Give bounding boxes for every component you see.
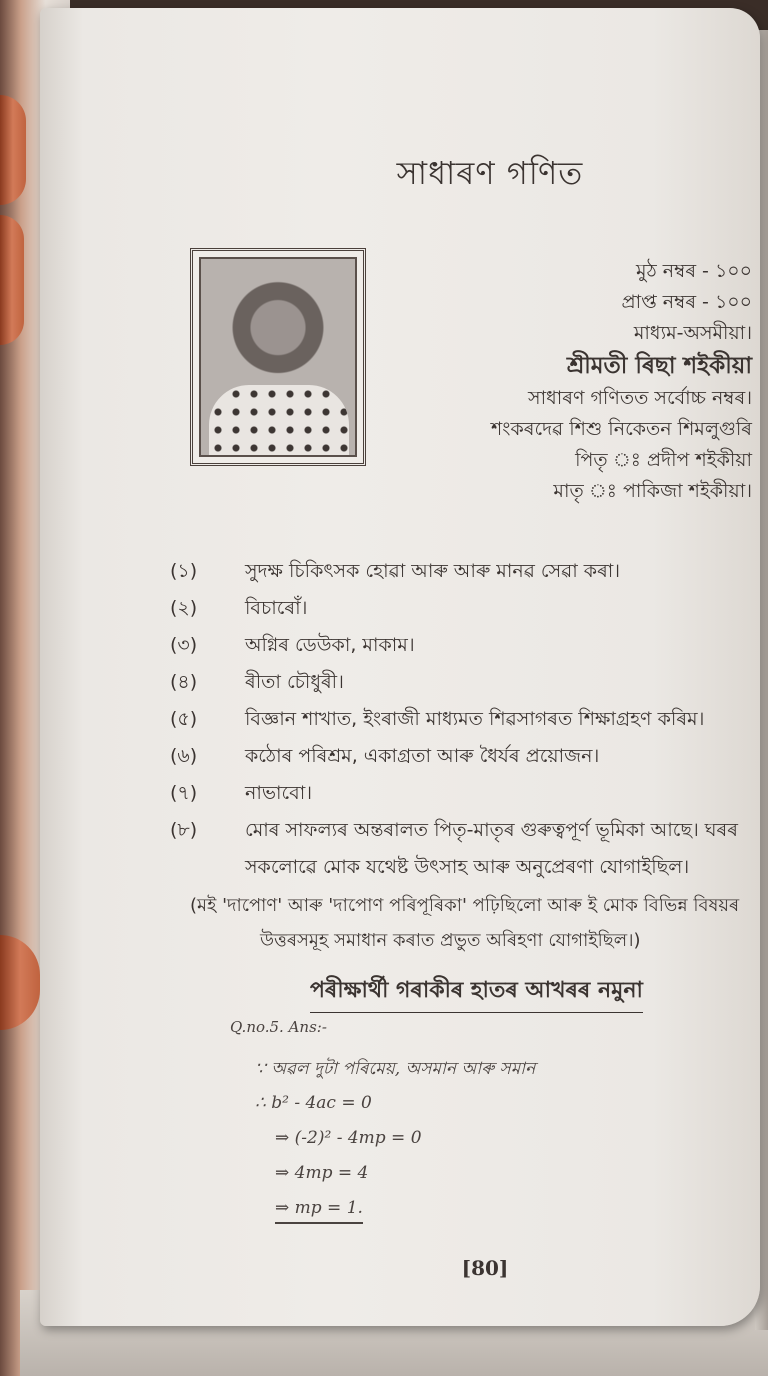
student-photo (190, 248, 366, 466)
list-item (170, 775, 768, 812)
handwriting-line: ⇒ 4mp = 4 (275, 1163, 369, 1183)
student-name: শ্ৰীমতী ৰিছা শইকীয়া (566, 353, 752, 379)
father-name: পিতৃ ঃ প্ৰদীপ শইকীয়া (575, 449, 752, 471)
item-text: ৰীতা চৌধুৰী। (245, 671, 344, 693)
handwriting-line: ∴ b² - 4ac = 0 (255, 1093, 372, 1113)
achievement: সাধাৰণ গণিতত সৰ্বোচ্চ নম্বৰ। (528, 387, 752, 409)
student-photo-image (199, 257, 357, 457)
student-photo-dress (209, 385, 349, 455)
page-number: [80] (461, 1256, 509, 1280)
obtained-marks: প্ৰাপ্ত নম্বৰ - ১০০ (621, 291, 752, 313)
total-marks: মুঠ নম্বৰ - ১০০ (636, 260, 752, 282)
note-line-1: (মই 'দাপোণ' আৰু 'দাপোণ পৰিপূৰিকা' পঢ়িছিলো আৰু ই মোক বিভিন্ন বিষয়ৰ (190, 895, 740, 916)
item-number: (৮) (170, 819, 198, 841)
medium: মাধ্যম-অসমীয়া। (633, 322, 752, 344)
list-item (170, 590, 768, 627)
item-text: মোৰ সাফল্যৰ অন্তৰালত পিতৃ-মাতৃৰ গুৰুত্বপূৰ্ণ ভূমিকা আছে। ঘৰৰ সকলোৱে মোক যথেষ্ট উৎসাহ আৰু অনুপ্ৰেৰণা যোগাইছিল। (245, 819, 738, 878)
list-item (170, 738, 768, 775)
item-text: নাভাবো। (245, 782, 313, 804)
answer-list (170, 553, 768, 886)
item-text: বিচাৰোঁ। (245, 597, 308, 619)
page-title: সাধাৰণ গণিত (396, 154, 584, 192)
item-number: (৫) (170, 708, 198, 730)
student-info (491, 256, 752, 507)
handwriting-line: ∵ অৱল দুটা পৰিমেয়, অসমান আৰু সমান (255, 1059, 536, 1079)
list-item (170, 812, 768, 886)
finger (0, 215, 24, 345)
handwriting-line: ⇒ (-2)² - 4mp = 0 (275, 1128, 422, 1148)
list-item (170, 664, 768, 701)
item-number: (৩) (170, 634, 198, 656)
item-number: (৪) (170, 671, 198, 693)
handwriting-sample-heading: পৰীক্ষাৰ্থী গৰাকীৰ হাতৰ আখৰৰ নমুনা (310, 973, 643, 1013)
finger (0, 95, 26, 205)
list-item (170, 701, 768, 738)
handwriting-line: ⇒ mp = 1. (275, 1198, 363, 1224)
list-item (170, 627, 768, 664)
book-page (40, 8, 760, 1326)
item-number: (২) (170, 597, 198, 619)
item-text: কঠোৰ পৰিশ্ৰম, একাগ্ৰতা আৰু ধৈৰ্যৰ প্ৰয়োজন। (245, 745, 600, 767)
mother-name: মাতৃ ঃ পাকিজা শইকীয়া। (553, 480, 752, 502)
item-number: (১) (170, 560, 198, 582)
note-line-2: উত্তৰসমূহ সমাধান কৰাত প্ৰভুত অৰিহণা যোগাইছিল।) (260, 930, 641, 951)
item-number: (৭) (170, 782, 198, 804)
school-name: শংকৰদেৱ শিশু নিকেতন শিমলুগুৰি (491, 418, 752, 440)
item-text: বিজ্ঞান শাখাত, ইংৰাজী মাধ্যমত শিৱসাগৰত শিক্ষাগ্ৰহণ কৰিম। (245, 708, 705, 730)
study-note (190, 888, 768, 958)
list-item (170, 553, 768, 590)
handwriting-line: Q.no.5. Ans:- (230, 1018, 327, 1036)
item-text: অগ্নিৰ ডেউকা, মাকাম। (245, 634, 415, 656)
item-text: সুদক্ষ চিকিৎসক হোৱা আৰু আৰু মানৱ সেৱা কৰা। (245, 560, 621, 582)
item-number: (৬) (170, 745, 198, 767)
